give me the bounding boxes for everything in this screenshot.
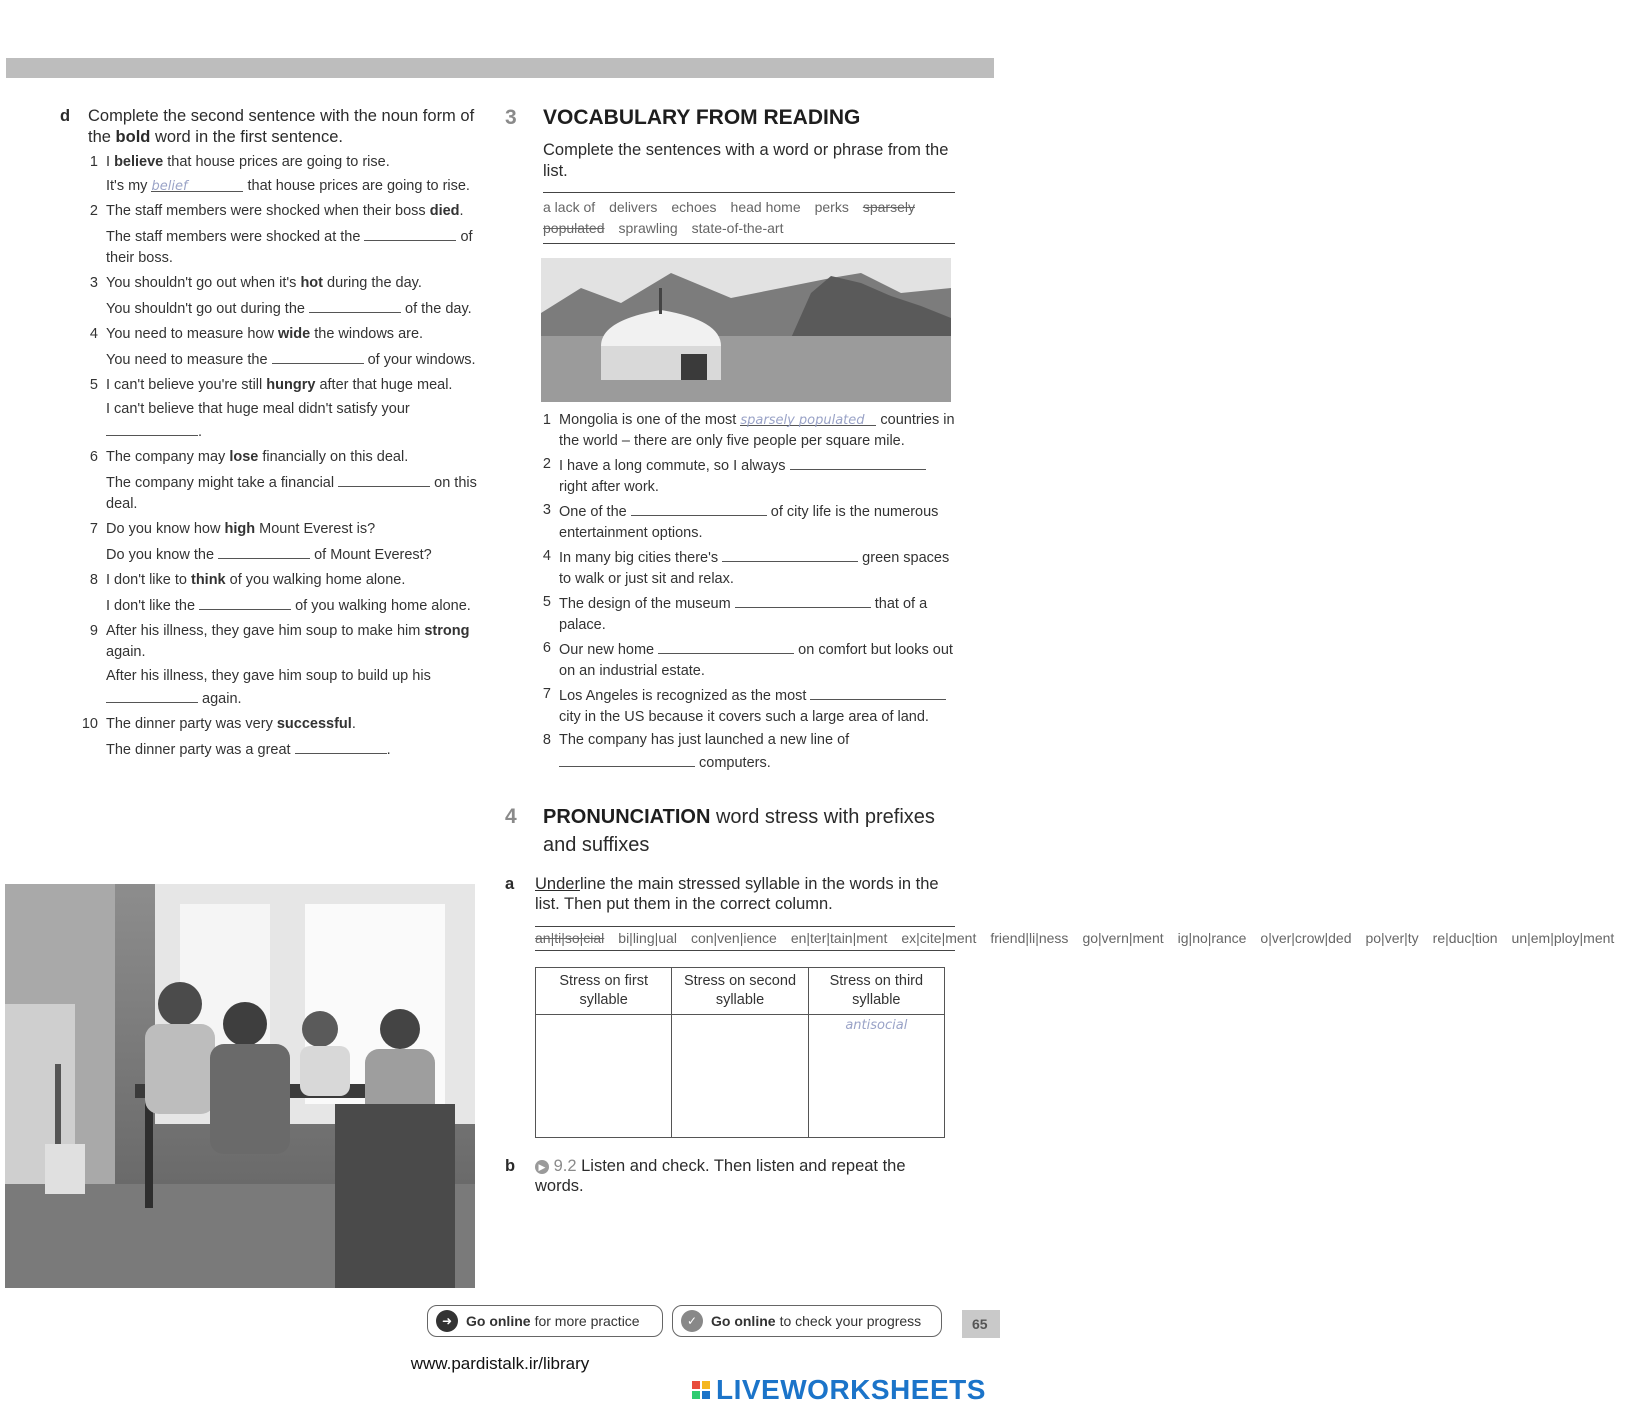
answer-blank[interactable] [218, 543, 310, 559]
stress-header-third: Stress on third syllable [808, 968, 944, 1015]
section-4a-letter: a [505, 875, 515, 893]
section-4 [505, 804, 1615, 1196]
section-3-heading [505, 106, 955, 130]
item-body [106, 714, 490, 761]
vocab-word: state-of-the-art [691, 220, 784, 236]
audio-track-number: 9.2 [553, 1157, 577, 1175]
vocab-item [505, 592, 955, 636]
section-4b [505, 1156, 955, 1196]
section-3-items [505, 410, 955, 774]
vocab-item [505, 454, 955, 498]
exercise-item [60, 201, 490, 269]
exercise-item [60, 273, 490, 320]
item-number: 8 [89, 572, 98, 588]
vocab-item [505, 638, 955, 682]
syllable-word: re|duc|tion [1432, 930, 1498, 946]
vocab-item [505, 500, 955, 544]
first-sentence: The staff members were shocked when their boss died. [106, 203, 464, 219]
first-sentence: I can't believe you're still hungry after that huge meal. [106, 377, 453, 393]
section-4b-instruction: ▶ 9.2 Listen and check. Then listen and repeat the words. [535, 1157, 906, 1195]
item-body [106, 621, 490, 710]
answer-blank[interactable] [810, 684, 946, 700]
first-sentence: The dinner party was very successful. [106, 716, 356, 732]
item-body: One of the of city life is the numerous entertainment options. [559, 500, 955, 544]
stress-header-second: Stress on second syllable [672, 968, 808, 1015]
answer-blank[interactable] [338, 471, 430, 487]
item-body: The company has just launched a new line of computers. [559, 732, 850, 771]
section-4-subtitle: word stress with prefixes and suffixes [543, 806, 935, 856]
answer-blank[interactable] [735, 592, 871, 608]
vocab-item [505, 410, 955, 452]
section-3-instruction: Complete the sentences with a word or phrase from the list. [543, 141, 949, 180]
vocab-word: a lack of [543, 199, 596, 215]
source-url[interactable]: www.pardistalk.ir/library [410, 1354, 590, 1373]
second-sentence: I don't like the of you walking home alone. [106, 594, 490, 617]
syllable-word: ig|no|rance [1177, 930, 1247, 946]
exercise-item [60, 447, 490, 515]
first-sentence: I believe that house prices are going to rise. [106, 154, 390, 170]
right-column [505, 106, 1615, 1196]
stress-cell-second[interactable] [672, 1015, 808, 1138]
second-sentence: You shouldn't go out during the of the day. [106, 297, 490, 320]
answer-blank[interactable] [199, 594, 291, 610]
vocab-word: perks [814, 199, 849, 215]
stress-example: antisocial [845, 1018, 908, 1033]
vocab-word: head home [730, 199, 801, 215]
answer-blank[interactable] [151, 176, 243, 192]
second-sentence: The dinner party was a great . [106, 738, 490, 761]
section-4-heading [505, 804, 955, 860]
check-icon: ✓ [681, 1310, 703, 1332]
section-d [60, 106, 490, 761]
vocab-word-list [543, 192, 955, 244]
item-number: 4 [89, 326, 98, 342]
syllable-word: un|em|ploy|ment [1511, 930, 1615, 946]
top-band [6, 58, 994, 78]
section-4-number: 4 [505, 805, 517, 828]
section-4a-instruction: Underline the main stressed syllable in the words in the list. Then put them in the correct column. [535, 875, 939, 913]
vocab-item [505, 546, 955, 590]
answer-blank[interactable] [740, 410, 876, 426]
first-sentence: You need to measure how wide the windows are. [106, 326, 424, 342]
go-online-progress-button[interactable]: ✓ Go online to check your progress [672, 1305, 942, 1337]
liveworksheets-grid-icon [692, 1381, 710, 1399]
syllable-word: an|ti|so|cial [535, 930, 605, 946]
syllable-word: o|ver|crow|ded [1260, 930, 1352, 946]
item-number: 4 [542, 548, 551, 564]
syllable-word-list [535, 926, 1615, 951]
vocab-word: delivers [609, 199, 658, 215]
item-number: 10 [81, 716, 98, 732]
item-body: Los Angeles is recognized as the most city in the US because it covers such a large area of land. [559, 684, 955, 728]
audio-icon[interactable]: ▶ [535, 1160, 549, 1174]
exercise-item [60, 324, 490, 371]
section-d-instruction: Complete the second sentence with the noun form of the bold word in the first sentence. [88, 107, 475, 146]
liveworksheets-brand: LIVEWORKSHEETS [716, 1374, 986, 1405]
answer-blank[interactable] [106, 420, 198, 436]
item-number: 7 [542, 686, 551, 702]
answer-blank[interactable] [658, 638, 794, 654]
vocab-item [505, 730, 955, 774]
filled-answer: belief [151, 179, 188, 194]
answer-blank[interactable] [272, 348, 364, 364]
first-sentence: The company may lose financially on this deal. [106, 449, 409, 465]
item-number: 1 [542, 412, 551, 428]
syllable-word: en|ter|tain|ment [790, 930, 888, 946]
item-body [106, 519, 490, 566]
item-number: 3 [542, 502, 551, 518]
item-number: 7 [89, 521, 98, 537]
item-body [106, 447, 490, 515]
second-sentence: After his illness, they gave him soup to build up his again. [106, 668, 431, 707]
item-body [106, 201, 490, 269]
item-number: 1 [89, 154, 98, 170]
answer-blank[interactable] [295, 738, 387, 754]
answer-blank[interactable] [364, 225, 456, 241]
page-number: 65 [962, 1310, 1000, 1338]
exercise-item [60, 375, 490, 443]
section-d-letter: d [60, 107, 71, 125]
section-3-number: 3 [505, 106, 517, 129]
stress-header-first: Stress on first syllable [536, 968, 672, 1015]
item-number: 6 [542, 640, 551, 656]
syllable-word: con|ven|ience [690, 930, 777, 946]
cursor-icon: ➜ [436, 1310, 458, 1332]
item-number: 9 [89, 623, 98, 639]
first-sentence: I don't like to think of you walking home alone. [106, 572, 406, 588]
item-body: I have a long commute, so I always right after work. [559, 454, 955, 498]
section-4b-letter: b [505, 1157, 516, 1175]
second-sentence: The company might take a financial on this deal. [106, 471, 490, 515]
yurt-photo [541, 258, 951, 402]
item-number: 5 [89, 377, 98, 393]
item-body: Mongolia is one of the most sparsely populated countries in the world – there are only five people per square mile. [559, 412, 955, 449]
go-online-practice-button[interactable]: ➜ Go online for more practice [427, 1305, 663, 1337]
syllable-word: friend|li|ness [990, 930, 1069, 946]
section-4-title-wrap [543, 804, 955, 860]
item-number: 2 [89, 203, 98, 219]
second-sentence: Do you know the of Mount Everest? [106, 543, 490, 566]
item-number: 3 [89, 275, 98, 291]
section-3-title: VOCABULARY FROM READING [543, 106, 861, 129]
exercise-item [60, 152, 490, 197]
answer-blank[interactable] [106, 687, 198, 703]
exercise-item [60, 621, 490, 710]
stress-cell-third[interactable] [808, 1015, 944, 1138]
item-number: 6 [89, 449, 98, 465]
answer-blank[interactable] [309, 297, 401, 313]
dinner-party-photo [5, 884, 475, 1288]
item-number: 2 [542, 456, 551, 472]
second-sentence: It's my belief that house prices are going to rise. [106, 178, 470, 194]
item-body [106, 324, 490, 371]
item-body: In many big cities there's green spaces to walk or just sit and relax. [559, 546, 955, 590]
vocab-word: echoes [671, 199, 717, 215]
exercise-item [60, 519, 490, 566]
section-4-title: PRONUNCIATION [543, 806, 711, 828]
filled-answer: sparsely populated [740, 413, 865, 428]
section-d-heading [60, 106, 490, 148]
stress-table [535, 967, 945, 1138]
item-body: Our new home on comfort but looks out on an industrial estate. [559, 638, 955, 682]
syllable-word: ex|cite|ment [901, 930, 977, 946]
first-sentence: You shouldn't go out when it's hot during the day. [106, 275, 422, 291]
exercise-item [60, 714, 490, 761]
stress-cell-first[interactable] [536, 1015, 672, 1138]
section-4a [505, 874, 955, 914]
syllable-word: po|ver|ty [1365, 930, 1419, 946]
vocab-item [505, 684, 955, 728]
syllable-word: bi|ling|ual [618, 930, 677, 946]
first-sentence: After his illness, they gave him soup to make him strong again. [106, 623, 470, 660]
item-body [106, 152, 490, 197]
answer-blank[interactable] [631, 500, 767, 516]
item-number: 5 [542, 594, 551, 610]
exercise-item [60, 570, 490, 617]
answer-blank[interactable] [559, 751, 695, 767]
vocab-word: sparsely populated [543, 199, 915, 236]
second-sentence: I can't believe that huge meal didn't satisfy your . [106, 401, 410, 440]
second-sentence: The staff members were shocked at the of their boss. [106, 225, 490, 269]
section-d-items [60, 152, 490, 761]
vocab-word: sprawling [618, 220, 678, 236]
item-body [106, 273, 490, 320]
second-sentence: You need to measure the of your windows. [106, 348, 490, 371]
liveworksheets-logo [692, 1374, 986, 1406]
item-body [106, 570, 490, 617]
answer-blank[interactable] [722, 546, 858, 562]
first-sentence: Do you know how high Mount Everest is? [106, 521, 376, 537]
answer-blank[interactable] [790, 454, 926, 470]
item-number: 8 [542, 732, 551, 748]
syllable-word: go|vern|ment [1082, 930, 1164, 946]
item-body: The design of the museum that of a palace. [559, 592, 955, 636]
item-body [106, 375, 490, 443]
